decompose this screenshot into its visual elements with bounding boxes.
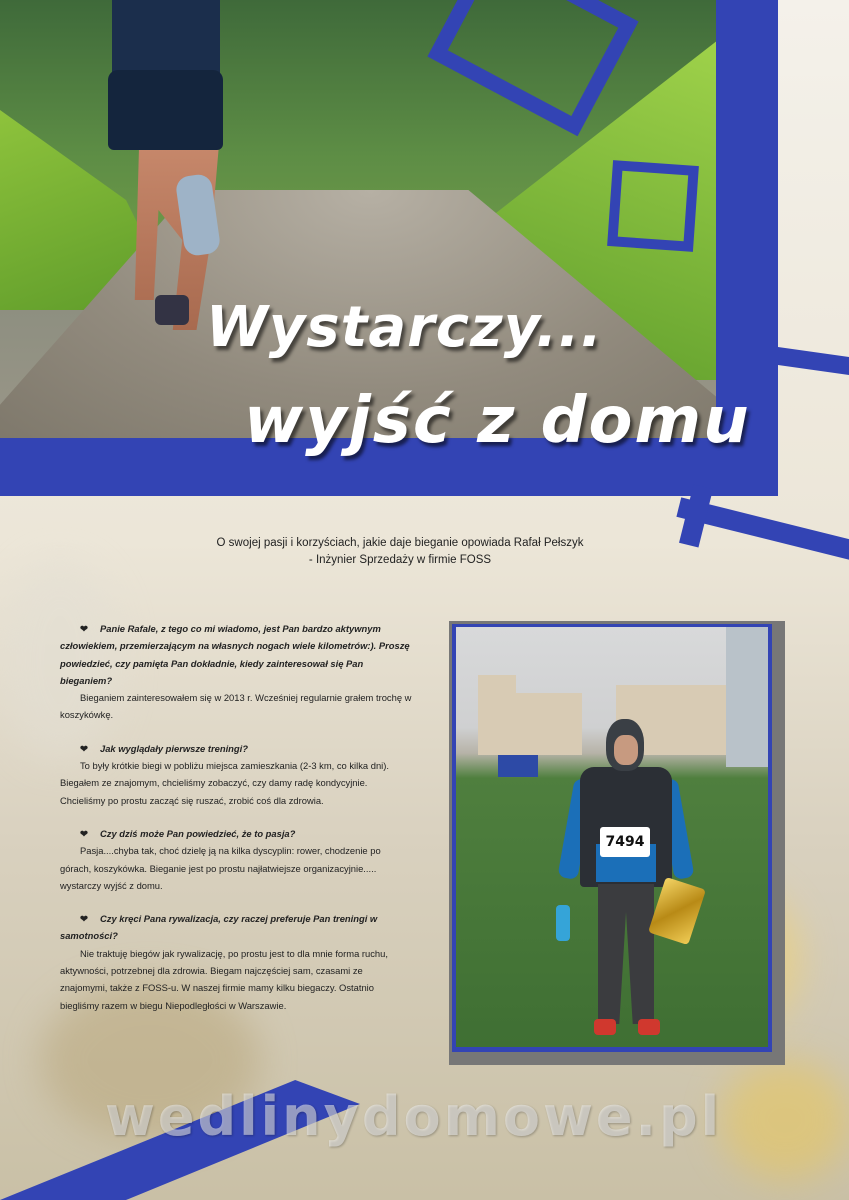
question-text: Jak wyglądały pierwsze treningi? [100, 742, 248, 754]
bokeh-light [720, 1060, 849, 1180]
question [60, 740, 412, 757]
event-tent [498, 755, 538, 777]
race-bib: 7494 [600, 827, 650, 857]
water-bottle [556, 905, 570, 941]
person-shoe [638, 1019, 660, 1035]
question [60, 620, 412, 689]
answer: Nie traktuję biegów jak rywalizację, po prostu jest to dla mnie forma ruchu, aktywności, potrzebnej dla zdrowia. Biegam najczęściej sam, czasami ze znajomymi, także z FOSS-u. W naszej firmie mamy kilku biegaczy. Ostatnio biegliśmy razem w biegu Niepodległości w Warszawie. [60, 947, 388, 1011]
answer: Bieganiem zainteresowałem się w 2013 r. Wcześniej regularnie grałem trochę w koszykówkę. [60, 692, 412, 721]
intro-text [180, 535, 620, 569]
building [726, 627, 768, 767]
heart-bullet-icon: ❤ [80, 827, 88, 839]
blue-stripe-right [778, 347, 849, 375]
runner-shorts [108, 70, 223, 150]
heart-bullet-icon: ❤ [80, 623, 88, 634]
question-text: Panie Rafale, z tego co mi wiadomo, jest Pan bardzo aktywnym człowiekiem, przemierzającym na własnych nogach wiele kilometrów:). Proszę powiedzieć, czy pamięta Pan dokładnie, kiedy zainteresował się Pan bieganiem? [60, 623, 410, 686]
question [60, 825, 412, 842]
runner-photo [456, 627, 768, 1047]
heart-bullet-icon: ❤ [80, 913, 88, 925]
person-shoe [594, 1019, 616, 1035]
interview-article [60, 620, 412, 1030]
intro-line: - Inżynier Sprzedaży w firmie FOSS [308, 554, 492, 566]
blue-square-outline [607, 160, 699, 252]
runner-shoe [155, 295, 189, 325]
person-legs [598, 884, 654, 1024]
question [60, 910, 412, 945]
person-face [614, 735, 638, 765]
building [478, 675, 516, 755]
intro-line: O swojej pasji i korzyściach, jakie daje bieganie opowiada Rafał Pełszyk [216, 537, 584, 549]
question-text: Czy kręci Pana rywalizacja, czy raczej preferuje Pan treningi w samotności? [60, 913, 378, 942]
question-text: Czy dziś może Pan powiedzieć, że to pasja? [100, 827, 296, 839]
answer: Pasja....chyba tak, choć dzielę ją na kilka dyscyplin: rower, chodzenie po górach, koszykówka. Bieganie jest po prostu najłatwiejsze organizacyjnie..... wystarczy wyjść z domu. [60, 845, 381, 891]
watermark: wedlinydomowe.pl [105, 1085, 723, 1148]
headline-line2: wyjść z domu [244, 384, 751, 458]
answer: To były krótkie biegi w pobliżu miejsca zamieszkania (2-3 km, co kilka dni). Biegałem ze znajomym, chcieliśmy zobaczyć, czy damy radę kondycyjnie. Chcieliśmy po prostu zacząć się ruszać, zrobić coś dla zdrowia. [60, 760, 389, 806]
heart-bullet-icon: ❤ [80, 742, 88, 754]
headline-line1: Wystarczy... [206, 295, 603, 360]
